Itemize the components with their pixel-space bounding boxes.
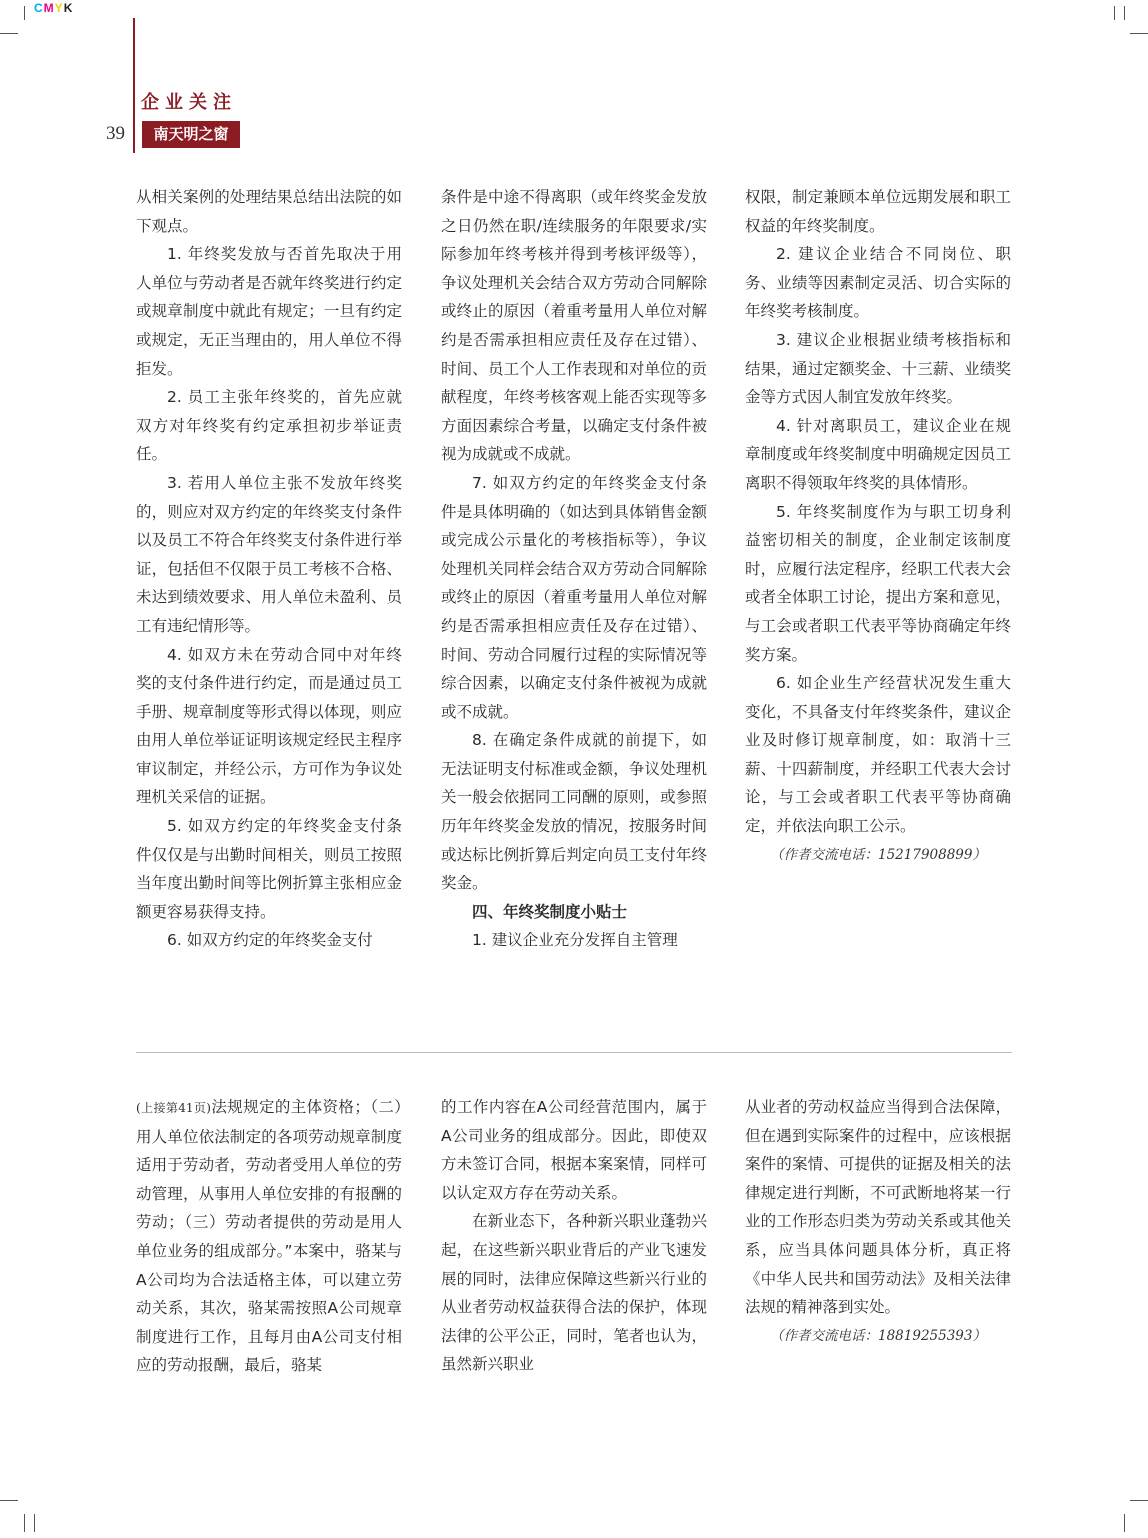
paragraph: 6. 如企业生产经营状况发生重大变化，不具备支付年终奖条件，建议企业及时修订规章制度，如：取消十三薪、十四薪制度，并经职工代表大会讨论，与工会或者职工代表平等协商确定，并依法向职工公示。 [745, 674, 1011, 836]
paragraph: 1. 建议企业充分发挥自主管理 [472, 931, 678, 950]
paragraph-text: 法规规定的主体资格；（二）用人单位依法制定的各项劳动规章制度适用于劳动者，劳动者受用人单位的劳动管理，从事用人单位安排的有报酬的劳动；（三）劳动者提供的劳动是用人单位业务的组成部分。”本案中，骆某与A公司均为合法适格主体，可以建立劳动关系，其次，骆某需按照A公司规章制度进行工作，且每月由A公司支付相应的劳动报酬，最后，骆某 [136, 1098, 402, 1375]
column-badge: 南天明之窗 [142, 121, 240, 148]
crop-mark [1130, 33, 1148, 34]
article-column-1 [136, 183, 402, 955]
crop-mark [24, 6, 25, 20]
paragraph: 2. 建议企业结合不同岗位、职务、业绩等因素制定灵活、切合实际的年终奖考核制度。 [745, 245, 1011, 321]
paragraph: 8. 在确定条件成就的前提下，如无法证明支付标准或金额，争议处理机关一般会依据同工同酬的原则，或参照历年年终奖金发放的情况，按服务时间或达标比例折算后判定向员工支付年终奖金。 [441, 731, 707, 893]
header-rule [133, 18, 135, 153]
paragraph: 权限，制定兼顾本单位远期发展和职工权益的年终奖制度。 [745, 188, 1011, 235]
page-number: 39 [106, 123, 125, 144]
paragraph: 5. 如双方约定的年终奖金支付条件仅仅是与出勤时间相关，则员工按照当年度出勤时间等比例折算主张相应金额更容易获得支持。 [136, 817, 402, 921]
paragraph: 2. 员工主张年终奖的，首先应就双方对年终奖有约定承担初步举证责任。 [136, 388, 402, 464]
article-column-2 [441, 1093, 707, 1379]
article-column-1 [136, 1093, 402, 1380]
section-title: 企业关注 [141, 92, 237, 113]
crop-mark [0, 1500, 18, 1501]
crop-mark [1124, 1514, 1125, 1532]
paragraph: 5. 年终奖制度作为与职工切身利益密切相关的制度，企业制定该制度时，应履行法定程序，经职工代表大会或者全体职工讨论，提出方案和意见，与工会或者职工代表平等协商确定年终奖方案。 [745, 502, 1011, 664]
author-contact: （作者交流电话：18819255393） [770, 1327, 986, 1344]
article-column-3 [745, 183, 1011, 869]
article-column-3 [745, 1093, 1011, 1350]
paragraph: 6. 如双方约定的年终奖金支付 [167, 931, 373, 950]
section-heading: 四、年终奖制度小贴士 [472, 902, 628, 921]
crop-mark [1114, 6, 1115, 20]
article-column-2 [441, 183, 707, 955]
paragraph: 3. 建议企业根据业绩考核指标和结果，通过定额奖金、十三薪、业绩奖金等方式因人制宜发放年终奖。 [745, 330, 1011, 407]
paragraph: 4. 如双方未在劳动合同中对年终奖的支付条件进行约定，而是通过员工手册、规章制度等形式得以体现，则应由用人单位举证证明该规定经民主程序审议制定，并经公示，方可作为争议处理机关采信的证据。 [136, 645, 402, 807]
paragraph: 4. 针对离职员工，建议企业在规章制度或年终奖制度中明确规定因员工离职不得领取年终奖的具体情形。 [745, 416, 1011, 492]
paragraph: 从相关案例的处理结果总结出法院的如下观点。 [136, 188, 402, 235]
paragraph: 从业者的劳动权益应当得到合法保障，但在遇到实际案件的过程中，应该根据案件的案情、可提供的证据及相关的法律规定进行判断，不可武断地将某一行业的工作形态归类为劳动关系或其他关系，应当具体问题具体分析，真正将《中华人民共和国劳动法》及相关法律法规的精神落到实处。 [745, 1098, 1011, 1317]
paragraph [136, 1093, 402, 1380]
continued-reference: (上接第41页) [136, 1101, 211, 1115]
paragraph: 在新业态下，各种新兴职业蓬勃兴起，在这些新兴职业背后的产业飞速发展的同时，法律应保障这些新兴行业的从业者劳动权益获得合法的保护，体现法律的公平公正，同时，笔者也认为，虽然新兴职业 [441, 1212, 707, 1374]
paragraph: 3. 若用人单位主张不发放年终奖的，则应对双方约定的年终奖支付条件以及员工不符合年终奖支付条件进行举证，包括但不仅限于员工考核不合格、未达到绩效要求、用人单位未盈利、员工有违纪情形等。 [136, 473, 402, 635]
paragraph: 的工作内容在A公司经营范围内，属于A公司业务的组成部分。因此，即使双方未签订合同，根据本案案情，同样可以认定双方存在劳动关系。 [441, 1098, 707, 1202]
crop-mark [34, 1514, 35, 1532]
author-contact: （作者交流电话：15217908899） [770, 846, 986, 863]
crop-mark [0, 33, 18, 34]
paragraph: 条件是中途不得离职（或年终奖金发放之日仍然在职/连续服务的年限要求/实际参加年终考核并得到考核评级等），争议处理机关会结合双方劳动合同解除或终止的原因（着重考量用人单位对解约是否需承担相应责任及存在过错）、时间、员工个人工作表现和对单位的贡献程度，年终考核客观上能否实现等多方面因素综合考量，以确定支付条件被视为成就或不成就。 [441, 188, 707, 464]
article-divider [136, 1052, 1012, 1053]
cmyk-registration: CMYK [34, 1, 74, 15]
paragraph: 1. 年终奖发放与否首先取决于用人单位与劳动者是否就年终奖进行约定或规章制度中就此有规定；一旦有约定或规定，无正当理由的，用人单位不得拒发。 [136, 245, 402, 378]
paragraph: 7. 如双方约定的年终奖金支付条件是具体明确的（如达到具体销售金额或完成公示量化的考核指标等），争议处理机关同样会结合双方劳动合同解除或终止的原因（着重考量用人单位对解约是否需承担相应责任及存在过错）、时间、劳动合同履行过程的实际情况等综合因素，以确定支付条件被视为成就或不成就。 [441, 473, 707, 721]
crop-mark [1124, 6, 1125, 20]
crop-mark [24, 1514, 25, 1532]
crop-mark [1130, 1500, 1148, 1501]
